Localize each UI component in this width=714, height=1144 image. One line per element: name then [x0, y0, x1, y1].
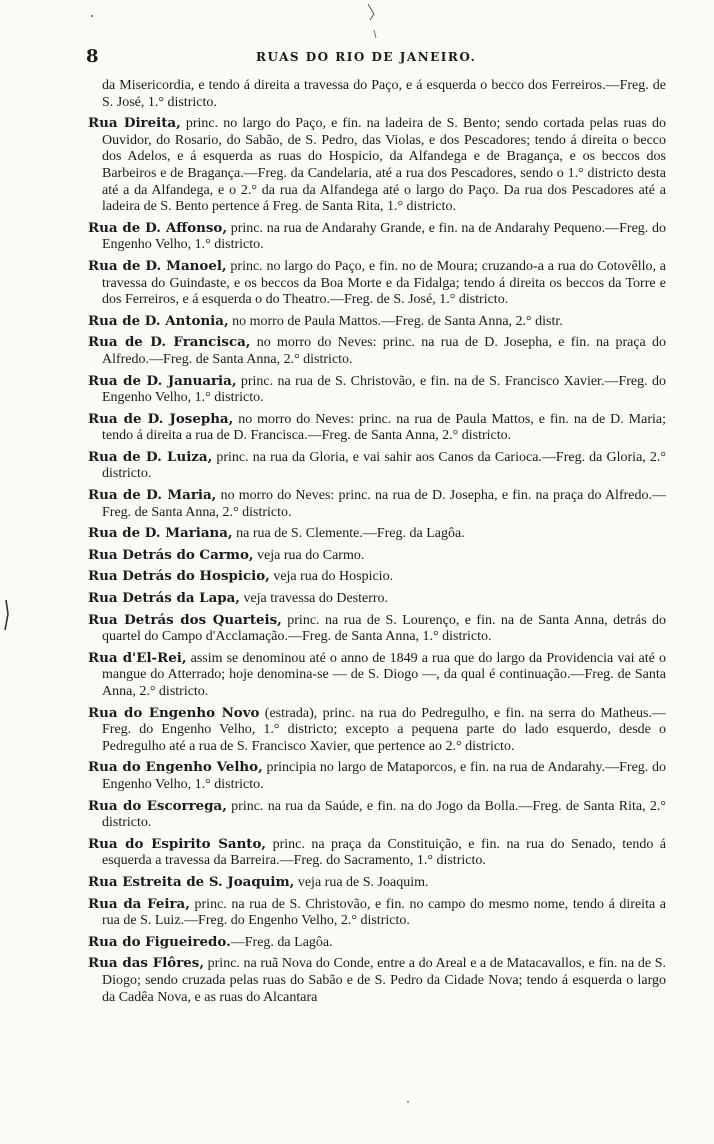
- street-name: Rua de D. Antonia,: [88, 312, 229, 329]
- street-entry: [88, 934, 666, 952]
- street-entry: [88, 836, 666, 870]
- street-entry: [88, 568, 666, 586]
- street-description: assim se denominou até o anno de 1849 a rua que do largo da Providencia vai até o mangue do Atterrado; hoje denomina-se — de S. Diogo —, da qual é continuação.—Freg. de Santa Anna, 2.° districto.: [102, 650, 666, 699]
- street-entry: [88, 612, 666, 646]
- street-entry: [88, 705, 666, 756]
- street-description: princ. na rua de S. Christovão, e fin. no campo do mesmo nome, tendo á direita a rua de S. Luiz.—Freg. do Engenho Velho, 2.° districto.: [102, 896, 666, 929]
- street-entry: [88, 449, 666, 483]
- street-name: Rua de D. Josepha,: [88, 410, 234, 427]
- street-name: Rua Detrás do Carmo,: [88, 546, 254, 563]
- street-name: Rua do Espirito Santo,: [88, 835, 267, 852]
- street-description: veja rua de S. Joaquim.: [294, 874, 429, 890]
- street-description: no morro do Neves: princ. na rua de D. Josepha, e fin. na praça do Alfredo.—Freg. de Santa Anna, 2.° districto.: [102, 488, 666, 520]
- running-title: RUAS DO RIO DE JANEIRO.: [256, 50, 477, 64]
- street-entry: [88, 650, 666, 701]
- street-name: Rua Detrás dos Quarteis,: [88, 611, 282, 628]
- street-description: princ. na rua de S. Lourenço, e fin. na de Santa Anna, detrás do quartel do Campo d'Acclamação.—Freg. de Santa Anna, 1.° districto.: [102, 612, 666, 645]
- margin-mark: [0, 598, 12, 634]
- street-description: no morro de Paula Mattos.—Freg. de Santa Anna, 2.° distr.: [228, 313, 563, 329]
- page-header: [86, 46, 477, 67]
- street-name: Rua de D. Januaria,: [88, 372, 237, 389]
- street-entry: [88, 411, 666, 445]
- street-description: princ. na rua da Gloria, e vai sahir aos Canos da Carioca.—Freg. da Gloria, 2.° districto.: [102, 449, 666, 482]
- street-description: veja rua do Carmo.: [253, 547, 365, 563]
- street-entry: [88, 955, 666, 1006]
- street-name: Rua das Flôres,: [88, 955, 205, 972]
- street-name: Rua Estreita de S. Joaquim,: [88, 873, 295, 890]
- street-entry: [88, 798, 666, 832]
- street-name: Rua do Engenho Novo: [88, 704, 260, 721]
- street-name: Rua d'El-Rei,: [88, 649, 187, 666]
- street-entry: [88, 547, 666, 565]
- street-entry: [88, 373, 666, 407]
- street-entry: [88, 590, 666, 608]
- street-entry: [88, 487, 666, 521]
- street-name: Rua do Figueiredo.: [88, 933, 231, 950]
- street-description: —Freg. da Lagôa.: [230, 934, 333, 950]
- street-entry: [88, 525, 666, 543]
- street-entry: [88, 313, 666, 331]
- street-name: Rua de D. Maria,: [88, 487, 217, 504]
- street-description: da Misericordia, e tendo á direita a travessa do Paço, e á esquerda o becco dos Ferreiros.—Freg. de S. José, 1.° districto.: [102, 78, 666, 110]
- street-name: Rua de D. Luiza,: [88, 448, 213, 465]
- street-entries: [88, 78, 666, 1010]
- street-entry: [88, 115, 666, 216]
- street-name: Rua do Engenho Velho,: [88, 759, 263, 776]
- street-name: Rua Direita,: [88, 115, 181, 132]
- street-description: princ. na ruã Nova do Conde, entre a do Areal e a de Matacavallos, e fin. na de S. Diogo; sendo cruzada pelas ruas do Sabão e de S. Pedro da Cidade Nova; tendo á esquerda o largo da Cadêa Nova, e as ruas do Alcantara: [102, 956, 667, 1005]
- street-description: princ. na rua da Saúde, e fin. na do Jogo da Bolla.—Freg. de Santa Rita, 2.° districto.: [102, 798, 666, 831]
- street-description: princ. na praça da Constituição, e fin. na rua do Senado, tendo á esquerda a travessa da Barreira.—Freg. do Sacramento, 1.° districto.: [102, 836, 667, 869]
- dust-speck: [88, 12, 96, 20]
- street-description: veja rua do Hospicio.: [269, 569, 394, 585]
- street-entry: [88, 896, 666, 930]
- dust-speck: [404, 1098, 412, 1106]
- street-entry: [88, 258, 666, 309]
- street-description: no morro do Neves: princ. na rua de Paula Mattos, e fin. na de D. Maria; tendo á direita a rua de D. Francisca.—Freg. de Santa Anna, 2.° districto.: [102, 411, 667, 444]
- street-name: Rua de D. Manoel,: [88, 257, 227, 274]
- street-name: Rua de D. Affonso,: [88, 219, 228, 236]
- page-number: 8: [86, 46, 99, 67]
- street-entry: [88, 874, 666, 892]
- street-description: princ. na rua de S. Christovão, e fin. na de S. Francisco Xavier.—Freg. do Engenho Velho, 1.° districto.: [102, 373, 666, 406]
- street-name: Rua de D. Mariana,: [88, 525, 233, 542]
- ink-mark: [360, 0, 390, 42]
- street-description: principia no largo de Mataporcos, e fin. na rua de Andarahy.—Freg. do Engenho Velho, 1.° districto.: [102, 760, 666, 792]
- street-entry: [88, 78, 666, 111]
- street-description: princ. na rua de Andarahy Grande, e fin. na de Andarahy Pequeno.—Freg. do Engenho Velho, 1.° districto.: [102, 220, 666, 253]
- street-entry: [88, 759, 666, 793]
- street-description: no morro do Neves: princ. na rua de D. Josepha, e fin. na praça do Alfredo.—Freg. de Santa Anna, 2.° districto.: [102, 335, 666, 367]
- street-description: (estrada), princ. na rua do Pedregulho, e fin. na serra do Matheus.—Freg. do Engenho Velho, 1.° districto; excepto a pequena parte do lado esquerdo, desde o Pedregulho até a rua de S. Francisco Xavier, que pertence ao 2.° districto.: [102, 705, 666, 754]
- street-name: Rua Detrás do Hospicio,: [88, 568, 270, 585]
- street-description: na rua de S. Clemente.—Freg. da Lagôa.: [232, 526, 465, 542]
- street-description: princ. no largo do Paço, e fin. na ladeira de S. Bento; sendo cortada pelas ruas do Ouvidor, do Rosario, do Sabão, de S. Pedro, das Violas, e dos Pescadores; tendo á direita o becco dos Adelos, e á esquerda as ruas do Hospicio, da Alfandega e de Bragança, e os beccos dos Barbeiros e de Bragança.—Freg. da Candelaria, até a rua dos Pescadores, sendo o 1.° districto desta até a da Alfandega, e o 2.° da rua da Alfandega até o largo do Paço. Da rua dos Pescadores até a ladeira de S. Bento pertence á Freg. de Santa Rita, 1.° districto.: [102, 116, 666, 215]
- street-name: Rua da Feira,: [88, 895, 190, 912]
- street-description: veja travessa do Desterro.: [239, 591, 389, 607]
- street-name: Rua do Escorrega,: [88, 797, 227, 814]
- street-name: Rua de D. Francisca,: [88, 334, 251, 351]
- street-entry: [88, 220, 666, 254]
- street-name: Rua Detrás da Lapa,: [88, 590, 240, 607]
- street-description: princ. no largo do Paço, e fin. no de Moura; cruzando-a a rua do Cotovêllo, a travessa do Guindaste, e os beccos da Boa Morte e da Fidalga; tendo á direita os beccos da Torre e dos Ferreiros, e á esquerda o do Theatro.—Freg. de S. José, 1.° districto.: [102, 258, 667, 308]
- street-entry: [88, 334, 666, 368]
